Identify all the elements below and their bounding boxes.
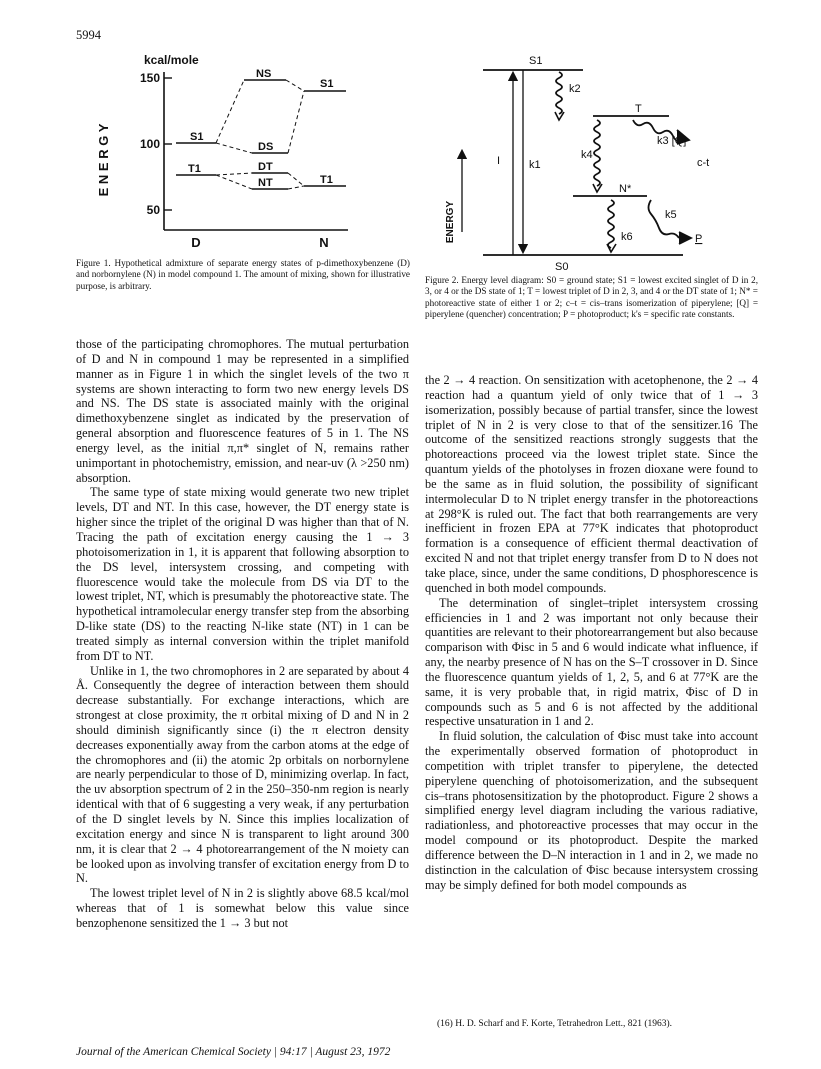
figure-2-caption: Figure 2. Energy level diagram: S0 = ground state; S1 = lowest excited singlet of D in 2, 3, or 4 or the DS state of 1; T = lowest triplet of D in 2, 3, and 4 or the DT state of 1; N* = photoreactive state of either 1 or 2; c–t = cis–trans isomerization of piperylene; [Q] = piperylene (quencher) concentration; P = photoproduct; k's = specific rate constants. [425, 275, 758, 319]
figure-2-energy-diagram [425, 50, 765, 272]
fig2-label-S1: S1 [529, 55, 543, 67]
fig1-tick-150: 150 [139, 71, 160, 85]
text-column-right [425, 373, 758, 893]
paragraph: The determination of singlet–triplet intersystem crossing efficiencies in 1 and 2 was important not only because their quantities are relevant to their photorearrangement but also because comparison with Φisc in 5 and 6 would indicate what influence, if any, the nearby presence of N has on the S–T crossover in D. Since the fluorescence quantum yields of 1, 2, 5, and 6 at 77°K are the same, it is very probable that, in rigid matrix, Φisc of D in compounds such as 5 and 6 is not affected by the additional respective unsaturation in 1 and 2. [425, 595, 758, 729]
fig2-label-k6: k6 [621, 231, 633, 243]
fig2-label-I: I [497, 155, 501, 167]
footnote: (16) H. D. Scharf and F. Korte, Tetrahedron Lett., 821 (1963). [437, 1019, 673, 1029]
fig1-xlabel-D: D [191, 235, 201, 250]
paragraph: the 2 → 4 reaction. On sensitization with acetophenone, the 2 → 4 reaction had a quantum yield of only twice that of 1 → 3 isomerization, possibly because of partial transfer, since the lowest triplet of N in 2 is very close to that of the sensitizer.16 The outcome of the sensitized reactions strongly suggests that the photoreactions proceed via the lowest triplet state. Since the quantum yields of the photolyses in frozen dioxane were found to be the same as in fluid solution, the possibility of significant intermolecular D to N triplet energy transfer in the photoreactions at 298°K is ruled out. The fact that both rearrangements are very inefficient in frozen EPA at 77°K indicates that photoproduct formation is a consequence of efficient thermal deactivation of excited N and not that triplet energy transfer from D to N does not take place, since, under the same conditions, D phosphorescence is quenched in both model compounds. [425, 373, 758, 595]
figure-1-energy-diagram [76, 50, 416, 255]
fig2-label-T: T [635, 103, 642, 115]
fig1-label-DT: DT [258, 161, 273, 173]
fig2-label-k2: k2 [569, 83, 581, 95]
fig1-label-S1-left: S1 [190, 131, 204, 143]
fig2-label-S0: S0 [555, 261, 569, 272]
page-number: 5994 [76, 28, 101, 42]
fig2-label-P: P [695, 233, 703, 245]
paragraph: In fluid solution, the calculation of Φisc must take into account the experimentally observed formation of photoproduct in competition with triplet transfer to piperylene, the detected piperylene quenching of photoisomerization, and the subsequent cis–trans photosensitization by the photoproduct. Figure 2 shows a simplified energy level diagram including the various radiative, radiationless, and photoreactive processes that may occur in the model compound or its photoproduct. Despite the marked difference between the D–N interaction in 1 and in 2, we made no distinction in the calculation of Φisc because intersystem crossing may be simply defined for both model compounds as [425, 729, 758, 892]
fig1-ylabel: E N E R G Y [96, 123, 111, 197]
fig1-label-T1-left: T1 [188, 163, 201, 175]
figure-1-caption: Figure 1. Hypothetical admixture of separate energy states of p-dimethoxybenzene (D) and norbornylene (N) in model compound 1. The amount of mixing, shown for illustrative purpose, is arbitrary. [76, 258, 410, 291]
fig2-label-k1: k1 [529, 159, 541, 171]
paragraph: Unlike in 1, the two chromophores in 2 are separated by about 4 Å. Consequently the degree of interaction between them should decrease substantially. For exchange interactions, which are strongest at close proximity, the π orbital mixing of D and N in 2 should diminish significantly since (i) the π electron density decreases exponentially away from the carbon atoms at the edge of the chromophores and (ii) the atomic 2p orbitals on norbornylene are nearly perpendicular to those of D, minimizing overlap. In fact, the uv absorption spectrum of 2 in the 250–350-nm region is nearly identical with that of 6 suggesting a very weak, if any perturbation of the D singlet levels by N. Since this implies localization of excitation energy and since N is transparent to light around 300 nm, it is clear that 2 → 4 photorearrangement of the N moiety can be looked upon as involving transfer of excitation energy from D to N. [76, 663, 409, 886]
fig2-label-ct: c-t [697, 157, 710, 169]
journal-footer: Journal of the American Chemical Society | 94:17 | August 23, 1972 [76, 1046, 391, 1058]
fig2-label-k3q: k3 [Q] [657, 135, 687, 147]
fig1-label-NS: NS [256, 68, 272, 80]
fig2-label-k4: k4 [581, 149, 593, 161]
fig2-label-k5: k5 [665, 209, 677, 221]
fig1-label-NT: NT [258, 177, 273, 189]
fig1-tick-100: 100 [139, 137, 160, 151]
fig1-label-S1-right: S1 [320, 78, 334, 90]
paragraph: The lowest triplet level of N in 2 is slightly above 68.5 kcal/mol whereas that of 1 is somewhat below this value since benzophenone sensitized the 1 → 3 but not [76, 886, 409, 930]
fig2-axis-label: ENERGY [445, 200, 456, 244]
fig1-label-DS: DS [258, 141, 274, 153]
fig1-label-T1-right: T1 [320, 174, 333, 186]
fig1-xlabel-N: N [319, 235, 329, 250]
text-column-left [76, 337, 409, 931]
fig1-unit-label: kcal/mole [144, 53, 199, 67]
fig1-tick-50: 50 [146, 203, 160, 217]
fig2-label-Nstar: N* [619, 183, 632, 195]
paragraph: The same type of state mixing would generate two new triplet levels, DT and NT. In this case, however, the DT energy state is higher since the triplet of the original D was higher than that of N. Tracing the path of excitation energy causing the 1 → 3 photoisomerization in 1, it is apparent that following absorption to the DS level, intersystem crossing, and competing with fluorescence would take the molecule from DS via DT to the lowest triplet, NT, which is presumably the photoreactive state. The hypothetical intramolecular energy transfer step from the absorbing D-like state (DS) to the reacting N-like state (NT) in 1 can be treated simply as internal conversion within the triplet manifold from DT to NT. [76, 485, 409, 663]
paragraph: those of the participating chromophores. The mutual perturbation of D and N in compound 1 may be represented in a simplified manner as in Figure 1 in which the singlet levels of the two π systems are shown interacting to form two new energy levels DS and NS. The DS state is associated mainly with the original dimethoxybenzene singlet as indicated by the preservation of general absorption and fluorescence features of 5 in 1. The NS energy level, as the initial π,π* singlet of N, remains rather unimportant in photochemistry, emission, and near-uv (λ >250 nm) absorption. [76, 337, 409, 485]
